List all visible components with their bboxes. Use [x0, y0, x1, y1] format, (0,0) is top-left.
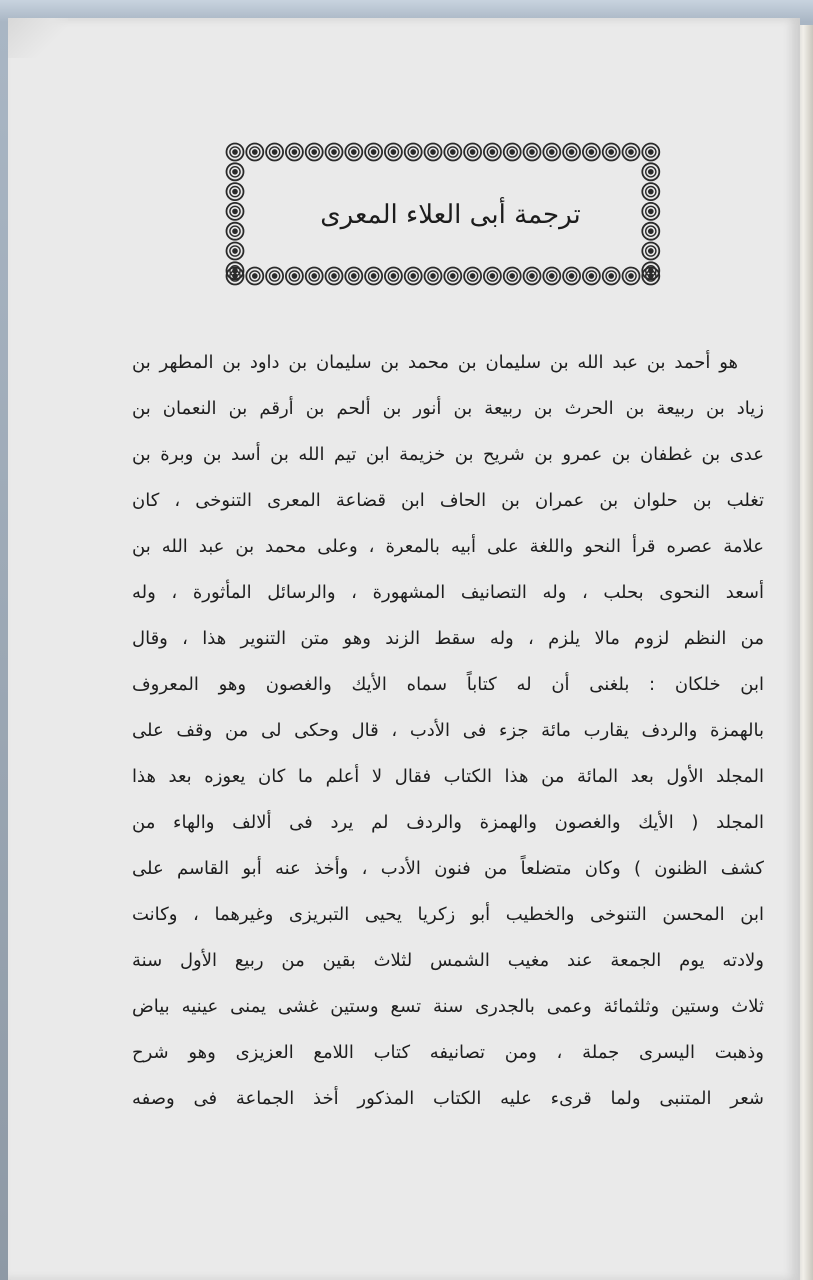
concentric-circles-icon — [543, 144, 560, 161]
paragraph-line: بالهمزة والردف يقارب مائة جزء فى الأدب ، قال وحكى لى من وقف على — [132, 720, 764, 741]
title-frame — [223, 140, 678, 288]
concentric-circles-icon — [642, 223, 659, 240]
concentric-circles-icon — [345, 268, 362, 285]
concentric-circles-icon — [524, 268, 541, 285]
concentric-circles-icon — [484, 144, 501, 161]
paragraph-line: عدى بن غطفان بن عمرو بن شريح بن خزيمة ابن تيم الله بن أسد بن وبرة بن — [132, 444, 764, 465]
concentric-circles-icon — [405, 268, 422, 285]
concentric-circles-icon — [227, 144, 244, 161]
biography-paragraph — [132, 340, 764, 1122]
concentric-circles-icon — [227, 203, 244, 220]
concentric-circles-icon — [365, 268, 382, 285]
concentric-circles-icon — [385, 268, 402, 285]
concentric-circles-icon — [642, 144, 659, 161]
concentric-circles-icon — [326, 144, 343, 161]
concentric-circles-icon — [425, 144, 442, 161]
paragraph-line: ابن خلكان : بلغنى أن له كتاباً سماه الأيك والغصون وهو المعروف — [132, 674, 764, 695]
concentric-circles-icon — [286, 144, 303, 161]
concentric-circles-icon — [444, 144, 461, 161]
concentric-circles-icon — [365, 144, 382, 161]
concentric-circles-icon — [623, 144, 640, 161]
paragraph-line: وذهبت اليسرى جملة ، ومن تصانيفه كتاب اللامع العزيزى وهو شرح — [132, 1042, 764, 1063]
paragraph-line: من النظم لزوم مالا يلزم ، وله سقط الزند وهو متن التنوير هذا ، وقال — [132, 628, 764, 649]
paragraph-line: زياد بن ربيعة بن الحرث بن ربيعة بن أنور بن ألحم بن أرقم بن النعمان بن — [132, 398, 764, 419]
concentric-circles-icon — [227, 223, 244, 240]
concentric-circles-icon — [425, 268, 442, 285]
concentric-circles-icon — [484, 268, 501, 285]
paragraph-line: ابن المحسن التنوخى والخطيب أبو زكريا يحيى التبريزى وغيرهما ، وكانت — [132, 904, 764, 925]
paragraph-line: ولادته يوم الجمعة عند مغيب الشمس لثلاث بقين من ربيع الأول سنة — [132, 950, 764, 971]
paragraph-line: كشف الظنون ) وكان متضلعاً من فنون الأدب ، وأخذ عنه أبو القاسم على — [132, 858, 764, 879]
concentric-circles-icon — [246, 144, 263, 161]
concentric-circles-icon — [603, 144, 620, 161]
concentric-circles-icon — [266, 268, 283, 285]
concentric-circles-icon — [286, 268, 303, 285]
paragraph-line: أسعد النحوى بحلب ، وله التصانيف المشهورة ، والرسائل المأثورة ، وله — [132, 582, 764, 603]
page-corner-fold — [8, 18, 68, 58]
concentric-circles-icon — [642, 163, 659, 180]
concentric-circles-icon — [464, 268, 481, 285]
concentric-circles-icon — [326, 268, 343, 285]
concentric-circles-icon — [504, 144, 521, 161]
concentric-circles-icon — [385, 144, 402, 161]
concentric-circles-icon — [405, 144, 422, 161]
concentric-circles-icon — [524, 144, 541, 161]
concentric-circles-icon — [464, 144, 481, 161]
concentric-circles-icon — [563, 144, 580, 161]
concentric-circles-icon — [306, 144, 323, 161]
concentric-circles-icon — [444, 268, 461, 285]
concentric-circles-icon — [227, 163, 244, 180]
paragraph-line: المجلد الأول بعد المائة من هذا الكتاب فقال لا أعلم ما كان يعوزه بعد هذا — [132, 766, 764, 787]
concentric-circles-icon — [603, 268, 620, 285]
paragraph-line: هو أحمد بن عبد الله بن سليمان بن محمد بن سليمان بن داود بن المطهر بن — [132, 352, 738, 373]
concentric-circles-icon — [504, 268, 521, 285]
concentric-circles-icon — [623, 268, 640, 285]
page-title: ترجمة أبى العلاء المعرى — [320, 200, 581, 230]
paragraph-line: شعر المتنبى ولما قرىء عليه الكتاب المذكور أخذ الجماعة فى وصفه — [132, 1088, 764, 1109]
paragraph-line: تغلب بن حلوان بن عمران بن الحاف ابن قضاعة المعرى التنوخى ، كان — [132, 490, 764, 511]
concentric-circles-icon — [266, 144, 283, 161]
paragraph-line: المجلد ( الأيك والغصون والهمزة والردف لم يرد فى ألالف والهاء من — [132, 812, 764, 833]
concentric-circles-icon — [227, 243, 244, 260]
paragraph-line: علامة عصره قرأ النحو واللغة على أبيه بالمعرة ، وعلى محمد بن عبد الله بن — [132, 536, 764, 557]
concentric-circles-icon — [227, 183, 244, 200]
concentric-circles-icon — [642, 243, 659, 260]
concentric-circles-icon — [246, 268, 263, 285]
concentric-circles-icon — [306, 268, 323, 285]
concentric-circles-icon — [345, 144, 362, 161]
concentric-circles-icon — [543, 268, 560, 285]
concentric-circles-icon — [563, 268, 580, 285]
concentric-circles-icon — [583, 144, 600, 161]
concentric-circles-icon — [583, 268, 600, 285]
paragraph-line: ثلاث وستين وثلثمائة وعمى بالجدرى سنة تسع وستين غشى يمنى عينيه بياض — [132, 996, 764, 1017]
concentric-circles-icon — [642, 203, 659, 220]
concentric-circles-icon — [642, 183, 659, 200]
